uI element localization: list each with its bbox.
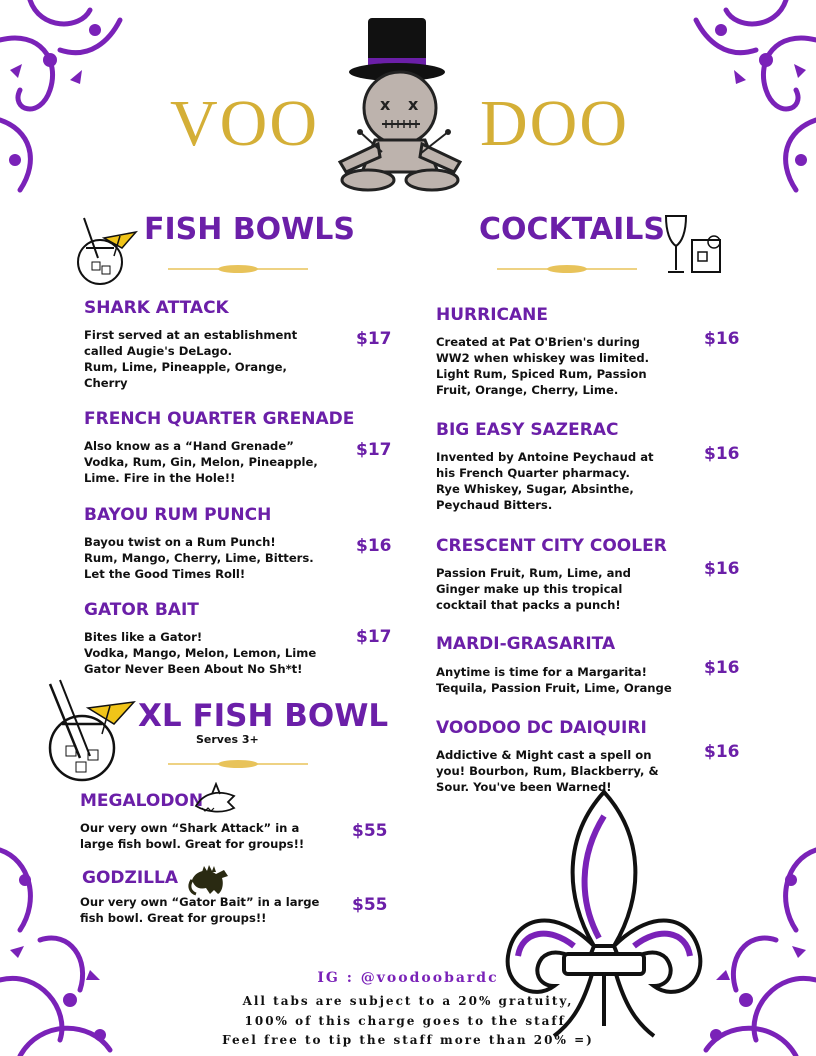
menu-item-price: $17 bbox=[356, 329, 392, 349]
fish-bowls-title: FISH BOWLS bbox=[144, 212, 355, 247]
menu-item-name: HURRICANE bbox=[436, 305, 549, 325]
menu-item-description bbox=[436, 565, 631, 613]
instagram-handle: IG : @voodoobardc bbox=[317, 970, 499, 986]
menu-item-description bbox=[436, 664, 672, 696]
desc-line: Passion Fruit, Rum, Lime, and bbox=[436, 566, 631, 580]
desc-line: cocktail that packs a punch! bbox=[436, 598, 621, 612]
logo-text-left: VOO bbox=[170, 87, 319, 160]
menu-item-description bbox=[80, 820, 304, 852]
desc-line: Bayou twist on a Rum Punch! bbox=[84, 535, 276, 549]
svg-text:x: x bbox=[380, 95, 391, 114]
gratuity-note-line: Feel free to tip the staff more than 20% =) bbox=[222, 1033, 594, 1047]
menu-item-price: $16 bbox=[704, 444, 740, 464]
desc-line: Sour. You've been Warned! bbox=[436, 780, 612, 794]
menu-item-price: $17 bbox=[356, 440, 392, 460]
menu-item-name: MEGALODON bbox=[80, 791, 204, 811]
logo-text-right: DOO bbox=[480, 87, 629, 160]
desc-line: Fruit, Orange, Cherry, Lime. bbox=[436, 383, 619, 397]
cocktails-title: COCKTAILS bbox=[479, 212, 666, 247]
cocktail-glasses-icon bbox=[660, 212, 726, 278]
desc-line: Our very own “Shark Attack” in a bbox=[80, 821, 300, 835]
desc-line: Anytime is time for a Margarita! bbox=[436, 665, 647, 679]
menu-item-name: BIG EASY SAZERAC bbox=[436, 420, 619, 440]
menu-item-name: VOODOO DC DAIQUIRI bbox=[436, 718, 647, 738]
desc-line: Vodka, Rum, Gin, Melon, Pineapple, bbox=[84, 455, 318, 469]
menu-item-name: SHARK ATTACK bbox=[84, 298, 229, 318]
xl-fish-bowl-title: XL FISH BOWL bbox=[138, 698, 389, 734]
menu-item-description bbox=[84, 629, 316, 677]
menu-item-name: GODZILLA bbox=[82, 868, 178, 888]
desc-line: Gator Never Been About No Sh*t! bbox=[84, 662, 303, 676]
desc-line: you! Bourbon, Rum, Blackberry, & bbox=[436, 764, 659, 778]
gratuity-note-line: All tabs are subject to a 20% gratuity, bbox=[242, 994, 574, 1008]
voodoo-doll-logo-icon bbox=[320, 12, 480, 197]
desc-line: First served at an establishment bbox=[84, 328, 298, 342]
desc-line: fish bowl. Great for groups!! bbox=[80, 911, 267, 925]
menu-item-description bbox=[84, 534, 314, 582]
menu-item-price: $55 bbox=[352, 895, 388, 915]
corner-flourish-top-left bbox=[0, 0, 140, 200]
menu-item-price: $16 bbox=[356, 536, 392, 556]
menu-item-name: GATOR BAIT bbox=[84, 600, 199, 620]
menu-item-price: $16 bbox=[704, 329, 740, 349]
desc-line: Peychaud Bitters. bbox=[436, 498, 553, 512]
fish-bowl-cocktail-icon bbox=[74, 212, 140, 288]
gold-divider bbox=[168, 759, 308, 769]
gratuity-note-line: 100% of this charge goes to the staff. bbox=[244, 1014, 572, 1028]
desc-line: Created at Pat O'Brien's during bbox=[436, 335, 640, 349]
xl-fish-bowl-subtitle: Serves 3+ bbox=[196, 733, 259, 746]
menu-item-description bbox=[436, 449, 654, 513]
svg-text:x: x bbox=[408, 95, 419, 114]
desc-line: Also know as a “Hand Grenade” bbox=[84, 439, 294, 453]
desc-line: his French Quarter pharmacy. bbox=[436, 466, 630, 480]
desc-line: Tequila, Passion Fruit, Lime, Orange bbox=[436, 681, 672, 695]
desc-line: Rye Whiskey, Sugar, Absinthe, bbox=[436, 482, 634, 496]
corner-flourish-bottom-left bbox=[0, 820, 140, 1056]
menu-item-name: CRESCENT CITY COOLER bbox=[436, 536, 667, 556]
desc-line: Lime. Fire in the Hole!! bbox=[84, 471, 236, 485]
desc-line: Addictive & Might cast a spell on bbox=[436, 748, 652, 762]
desc-line: Let the Good Times Roll! bbox=[84, 567, 246, 581]
desc-line: Our very own “Gator Bait” in a large bbox=[80, 895, 320, 909]
desc-line: Invented by Antoine Peychaud at bbox=[436, 450, 654, 464]
desc-line: Rum, Mango, Cherry, Lime, Bitters. bbox=[84, 551, 314, 565]
desc-line: Cherry bbox=[84, 376, 128, 390]
desc-line: Light Rum, Spiced Rum, Passion bbox=[436, 367, 647, 381]
menu-item-price: $55 bbox=[352, 821, 388, 841]
desc-line: Bites like a Gator! bbox=[84, 630, 203, 644]
desc-line: called Augie's DeLago. bbox=[84, 344, 233, 358]
menu-item-price: $16 bbox=[704, 658, 740, 678]
xl-fish-bowl-icon bbox=[36, 678, 138, 782]
desc-line: Vodka, Mango, Melon, Lemon, Lime bbox=[84, 646, 317, 660]
desc-line: large fish bowl. Great for groups!! bbox=[80, 837, 305, 851]
menu-item-price: $16 bbox=[704, 742, 740, 762]
menu-item-name: FRENCH QUARTER GRENADE bbox=[84, 409, 355, 429]
desc-line: Ginger make up this tropical bbox=[436, 582, 623, 596]
menu-item-description bbox=[84, 327, 297, 391]
menu-item-name: BAYOU RUM PUNCH bbox=[84, 505, 272, 525]
menu-item-description bbox=[436, 334, 649, 398]
corner-flourish-top-right bbox=[656, 0, 816, 200]
godzilla-icon bbox=[188, 860, 236, 898]
desc-line: WW2 when whiskey was limited. bbox=[436, 351, 650, 365]
menu-item-price: $16 bbox=[704, 559, 740, 579]
menu-item-description bbox=[84, 438, 318, 486]
menu-item-description bbox=[80, 894, 319, 926]
shark-icon bbox=[194, 782, 238, 820]
desc-line: Rum, Lime, Pineapple, Orange, bbox=[84, 360, 287, 374]
gold-divider bbox=[497, 264, 637, 274]
menu-item-name: MARDI-GRASARITA bbox=[436, 634, 616, 654]
gold-divider bbox=[168, 264, 308, 274]
fleur-de-lis-icon bbox=[494, 786, 714, 1048]
menu-item-price: $17 bbox=[356, 627, 392, 647]
